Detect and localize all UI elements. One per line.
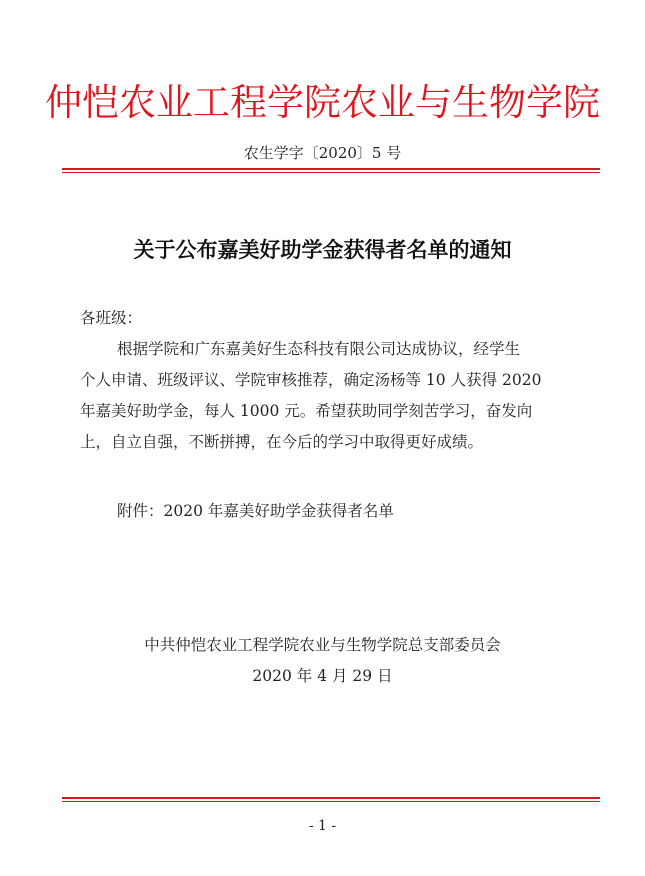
footer-divider-thin — [62, 801, 600, 802]
document-number: 农生学字〔2020〕5 号 — [243, 144, 402, 162]
header-divider-thin — [62, 172, 600, 173]
attachment-note: 附件：2020 年嘉美好助学金获得者名单 — [117, 502, 394, 520]
salutation: 各班级： — [80, 309, 143, 327]
page-number: - 1 - — [308, 818, 337, 834]
body-line: 上，自立自强，不断拼搏，在今后的学习中取得更好成绩。 — [80, 433, 484, 451]
body-line: 个人申请、班级评议、学院审核推荐，确定汤杨等 10 人获得 2020 — [80, 371, 542, 389]
issuing-committee: 中共仲恺农业工程学院农业与生物学院总支部委员会 — [144, 636, 501, 654]
footer-divider-thick — [62, 797, 600, 799]
body-line: 根据学院和广东嘉美好生态科技有限公司达成协议，经学生 — [117, 340, 521, 358]
issue-date: 2020 年 4 月 29 日 — [252, 667, 393, 685]
notice-title: 关于公布嘉美好助学金获得者名单的通知 — [133, 237, 512, 262]
header-divider-thick — [62, 168, 600, 170]
institution-header-title: 仲恺农业工程学院农业与生物学院 — [45, 81, 600, 124]
body-line: 年嘉美好助学金，每人 1000 元。希望获助同学刻苦学习，奋发向 — [80, 402, 533, 420]
